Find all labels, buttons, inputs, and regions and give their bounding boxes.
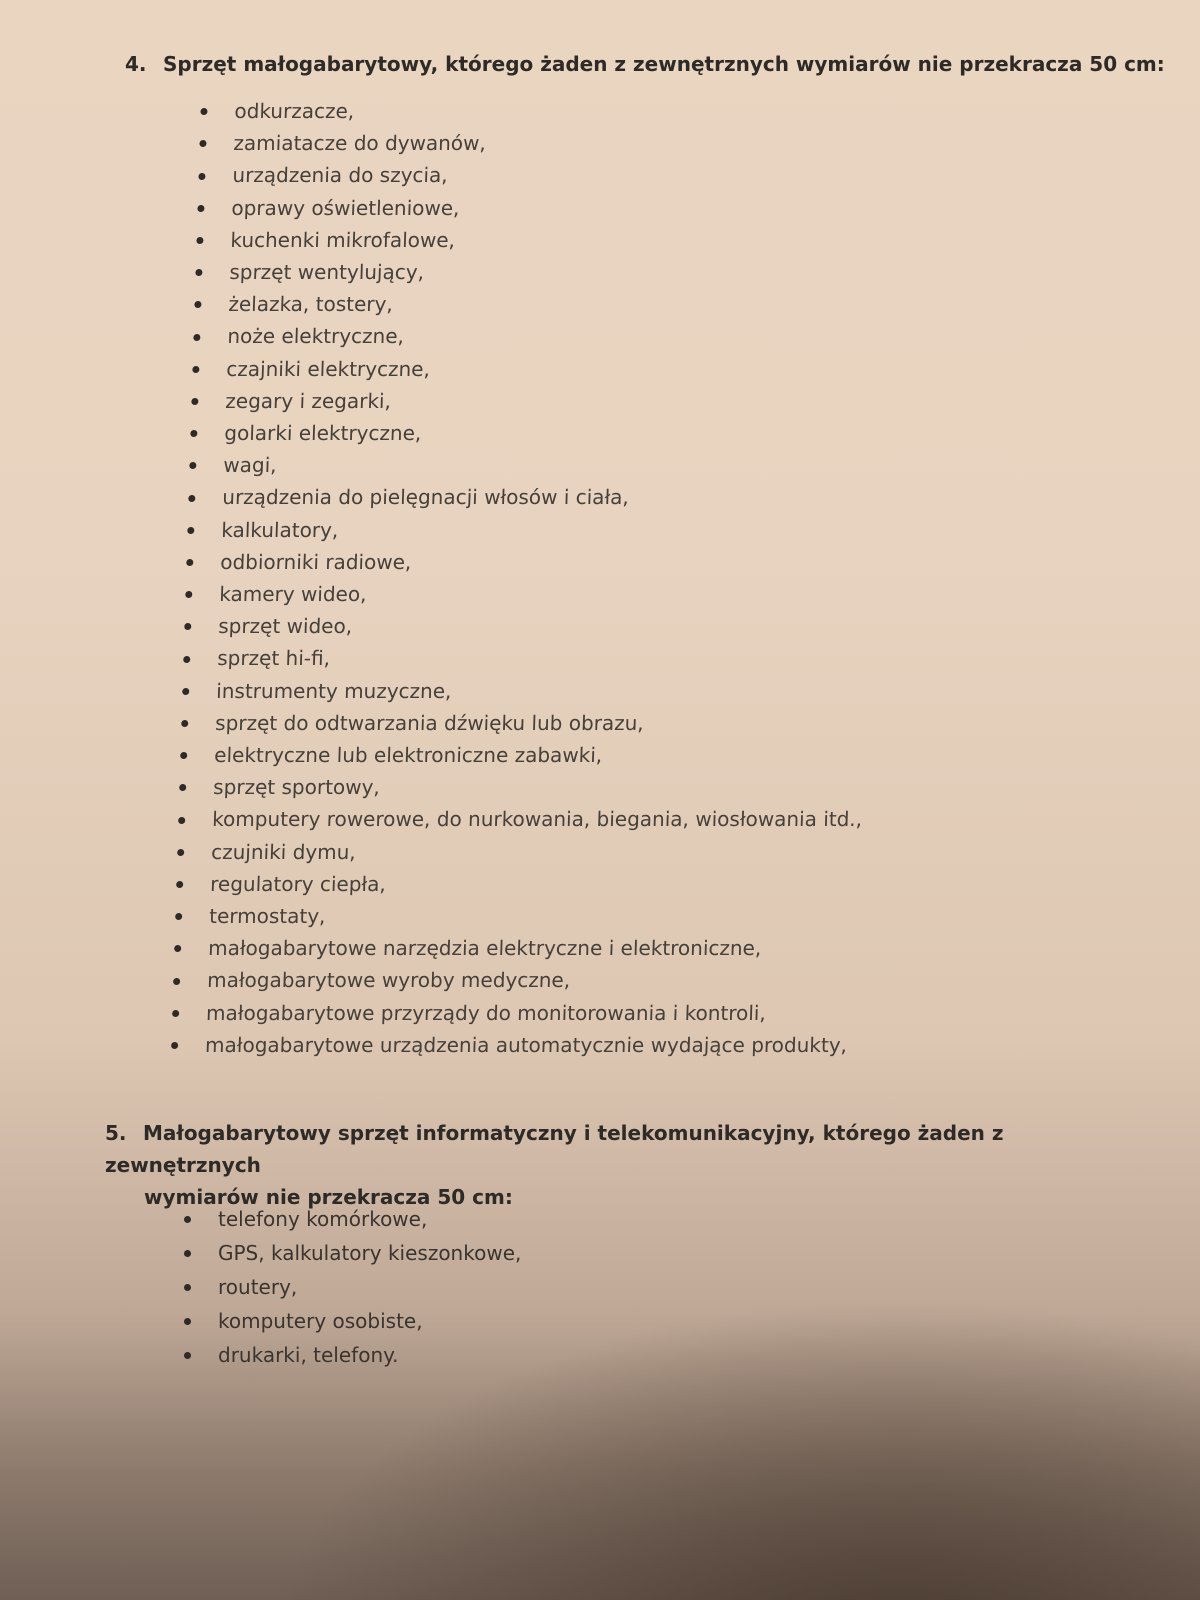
section-5-number: 5. <box>105 1121 127 1145</box>
list-item: routery, <box>184 1270 521 1304</box>
list-item: komputery rowerowe, do nurkowania, biegania, wiosłowania itd., <box>178 803 863 835</box>
list-item: GPS, kalkulatory kieszonkowe, <box>184 1236 521 1270</box>
list-item: małogabarytowe narzędzia elektryczne i elektroniczne, <box>174 932 859 964</box>
list-item: urządzenia do szycia, <box>198 159 883 191</box>
list-item: sprzęt hi-fi, <box>183 642 868 674</box>
list-item: wagi, <box>189 449 874 481</box>
list-item: sprzęt sportowy, <box>179 771 864 803</box>
list-item: urządzenia do pielęgnacji włosów i ciała, <box>188 481 873 513</box>
list-item: sprzęt do odtwarzania dźwięku lub obrazu, <box>181 707 866 739</box>
section-5-title-line2: wymiarów nie przekracza 50 cm: <box>144 1185 513 1209</box>
list-item: oprawy oświetleniowe, <box>197 192 882 224</box>
list-item: elektryczne lub elektroniczne zabawki, <box>180 739 865 771</box>
list-item: sprzęt wentylujący, <box>195 256 880 288</box>
list-item: sprzęt wideo, <box>184 610 869 642</box>
list-item: małogabarytowe wyroby medyczne, <box>173 964 858 996</box>
list-item: telefony komórkowe, <box>184 1202 521 1236</box>
section-5-list <box>184 1202 521 1372</box>
list-item: noże elektryczne, <box>193 320 878 352</box>
list-item: termostaty, <box>175 900 860 932</box>
section-4-list <box>171 95 885 1061</box>
section-4-number: 4. <box>125 52 147 76</box>
list-item: czujniki dymu, <box>177 836 862 868</box>
list-item: golarki elektryczne, <box>190 417 875 449</box>
list-item: instrumenty muzyczne, <box>182 675 867 707</box>
list-item: czajniki elektryczne, <box>192 353 877 385</box>
section-4-title: Sprzęt małogabarytowy, którego żaden z zewnętrznych wymiarów nie przekracza 50 cm: <box>163 52 1165 76</box>
section-5-heading <box>105 1117 1165 1213</box>
list-item: zamiatacze do dywanów, <box>199 127 884 159</box>
section-4-heading <box>125 48 1165 80</box>
list-item: kamery wideo, <box>185 578 870 610</box>
list-item: odbiorniki radiowe, <box>186 546 871 578</box>
list-item: odkurzacze, <box>200 95 885 127</box>
list-item: drukarki, telefony. <box>184 1338 521 1372</box>
list-item: kalkulatory, <box>187 514 872 546</box>
section-5-title-line1: Małogabarytowy sprzęt informatyczny i telekomunikacyjny, którego żaden z zewnętrznych <box>105 1121 1004 1177</box>
list-item: kuchenki mikrofalowe, <box>196 224 881 256</box>
list-item: małogabarytowe przyrządy do monitorowania i kontroli, <box>172 997 857 1029</box>
list-item: zegary i zegarki, <box>191 385 876 417</box>
list-item: komputery osobiste, <box>184 1304 521 1338</box>
list-item: regulatory ciepła, <box>176 868 861 900</box>
list-item: małogabarytowe urządzenia automatycznie wydające produkty, <box>171 1029 856 1061</box>
list-item: żelazka, tostery, <box>194 288 879 320</box>
